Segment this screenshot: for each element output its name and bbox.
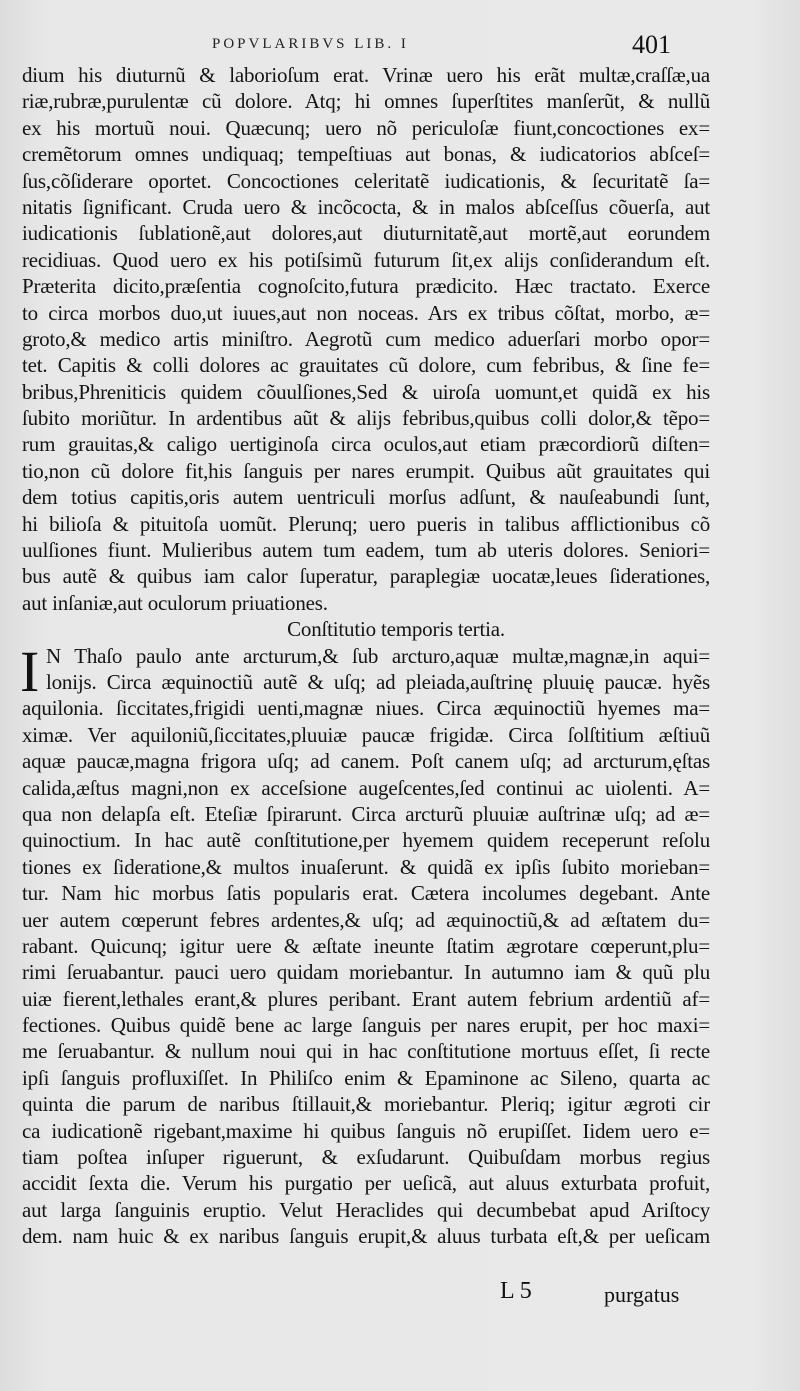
drop-capital: I [20,638,40,704]
page-footer [0,1278,800,1318]
text-line: rabant. Quicunq; igitur uere & æſtate ineunte ſtatim ægrotare cœperunt,plu= [22,933,710,958]
text-line: tio,non cũ dolore fit,his ſanguis per nares erumpit. Quibus aũt grauitates qui [22,458,710,483]
text-line: aut larga ſanguinis eruptio. Velut Heraclides qui decumbebat apud Ariſtocy [22,1197,710,1222]
text-line: bribus,Phreniticis quidem cõuulſiones,Sed & uiroſa uomunt,et quidã ex his [22,379,710,404]
text-line: uer autem cœperunt febres ardentes,& uſq; ad æquinoctiũ,& ad æſtatem du= [22,907,710,932]
text-line: ca iudicationẽ rigebant,maxime hi quibus ſanguis nõ erupiſſet. Iidem uero e= [22,1118,710,1143]
text-line: aquæ paucæ,magna frigora uſq; ad canem. Poſt canem uſq; ad arcturum,ęſtas [22,749,710,774]
text-line: bus autẽ & quibus iam calor ſuperatur, paraplegiæ uocatæ,leues ſiderationes, [22,564,710,589]
text-line: rum grauitas,& caligo uertiginoſa circa oculos,aut etiam præcordiorũ diſten= [22,432,710,457]
text-line: ex his mortuũ noui. Quæcunq; uero nõ periculoſæ fiunt,concoctiones ex= [22,115,710,140]
text-line: aut inſaniæ,aut oculorum priuationes. [22,590,328,615]
text-line: dem. nam huic & ex naribus ſanguis erupit,& aluus turbata eſt,& per ueſicam [22,1224,710,1249]
text-line: Præterita dicito,præſentia cognoſcito,futura prædicito. Hæc tractato. Exerce [22,274,710,299]
text-line: qua non delapſa eſt. Eteſiæ ſpirarunt. Circa arcturũ pluuiæ auſtrinæ uſq; ad æ= [22,801,710,826]
text-line: ximæ. Ver aquiloniũ,ſiccitates,pluuiæ paucæ frigidæ. Circa ſolſtitium æſtiuũ [22,722,710,747]
text-line: lonijs. Circa æquinoctiũ autẽ & uſq; ad pleiada,auſtrinę pluuię paucæ. hyẽs [46,669,710,694]
text-line: cremẽtorum omnes undiquaq; tempeſtiuas aut bonas, & iudicatorios abſceſ= [22,142,710,167]
text-line: calida,æſtus magni,non ex acceſsione augeſcentes,ſed continui ac uiolenti. A= [22,775,710,800]
running-head: POPVLARIBVS LIB. I [212,36,409,52]
text-line: hi bilioſa & pituitoſa uomũt. Plerunq; uero pueris in talibus afflictionibus cõ [22,511,710,536]
text-line: tur. Nam hic morbus ſatis popularis erat. Cætera incolumes degebant. Ante [22,881,710,906]
text-line: recidiuas. Quod uero ex his potiſsimũ futurum ſit,ex alijs conſiderandum eſt. [22,247,710,272]
text-line: riæ,rubræ,purulentæ cũ dolore. Atq; hi omnes ſuperſtites manſerũt, & nullũ [22,89,710,114]
text-line: quinoctium. In hac autẽ conſtitutione,per hyemem quidem receperunt reſolu [22,828,710,853]
text-line: ſubito moriũtur. In ardentibus aũt & alijs febribus,quibus colli dolor,& tẽpo= [22,406,710,431]
page-number: 401 [632,30,671,59]
body-text [22,62,710,1250]
text-line: dium his diuturnũ & laborioſum erat. Vrinæ uero his erãt multæ,craſſæ,ua [22,63,710,87]
section-body [20,638,710,1250]
text-line: groto,& medico artis miniſtro. Aegrotũ cum medico aduerſari morbo opor= [22,326,710,351]
text-line: accidit ſexta die. Verum his purgatio per ueſicã, aut aluus exturbata profuit, [22,1171,710,1196]
text-line: tiam poſtea inſuper riguerunt, & exſudarunt. Quibuſdam morbus regius [22,1145,710,1170]
text-line: tiones ex ſideratione,& multos inuaſerunt. & quidã ex ipſis ſubito morieban= [22,854,710,879]
text-line: uulſiones fiunt. Mulieribus autem tum eadem, tum ab uteris dolores. Seniori= [22,538,710,563]
catchword: purgatus [604,1282,680,1307]
text-line: nitatis ſignificant. Cruda uero & incõcocta, & in malos abſceſſus cõuerſa, aut [22,194,710,219]
text-line: me ſeruabantur. & nullum noui qui in hac conſtitutione mortuus eſſet, ſi recte [22,1039,710,1064]
signature-mark: L 5 [500,1278,532,1304]
text-line: to circa morbos duo,ut iuues,aut non noceas. Ars ex tribus cõſtat, morbo, æ= [22,300,710,325]
page-header [0,30,800,64]
text-line: ipſi ſanguis profluxiſſet. In Philiſco enim & Epaminone ac Sileno, quarta ac [22,1065,710,1090]
text-line: tet. Capitis & colli dolores ac grauitates cũ dolore, cum febribus, & ſine fe= [22,353,710,378]
text-line: ſus,cõſiderare oportet. Concoctiones celeritatẽ iudicationis, & ſecuritatẽ ſa= [22,168,710,193]
text-line: rimi ſeruabantur. pauci uero quidam moriebantur. In autumno iam & quũ plu [22,960,710,985]
text-line: uiæ fierent,lethales erant,& plures peribant. Erant autem febrium ardentiũ af= [22,986,710,1011]
text-line: iudicationis ſublationẽ,aut dolores,aut diuturnitatẽ,aut mortẽ,aut eorundem [22,221,710,246]
text-line: aquilonia. ſiccitates,frigidi uenti,magnæ niues. Circa æquinoctiũ hyemes ma= [22,696,710,721]
text-line: dem totius capitis,oris autem uentriculi morſus adſunt, & nauſeabundi ſunt, [22,485,710,510]
text-line: N Thaſo paulo ante arcturum,& ſub arcturo,aquæ multæ,magnæ,in aqui= [46,643,710,668]
text-line: fectiones. Quibus quidẽ bene ac large ſanguis per nares erupit, per hoc maxi= [22,1013,710,1038]
text-line: quinta die parum de naribus ſtillauit,& moriebantur. Pleriq; igitur ægroti cir [22,1092,710,1117]
section-heading: Conſtitutio temporis tertia. [287,617,505,642]
